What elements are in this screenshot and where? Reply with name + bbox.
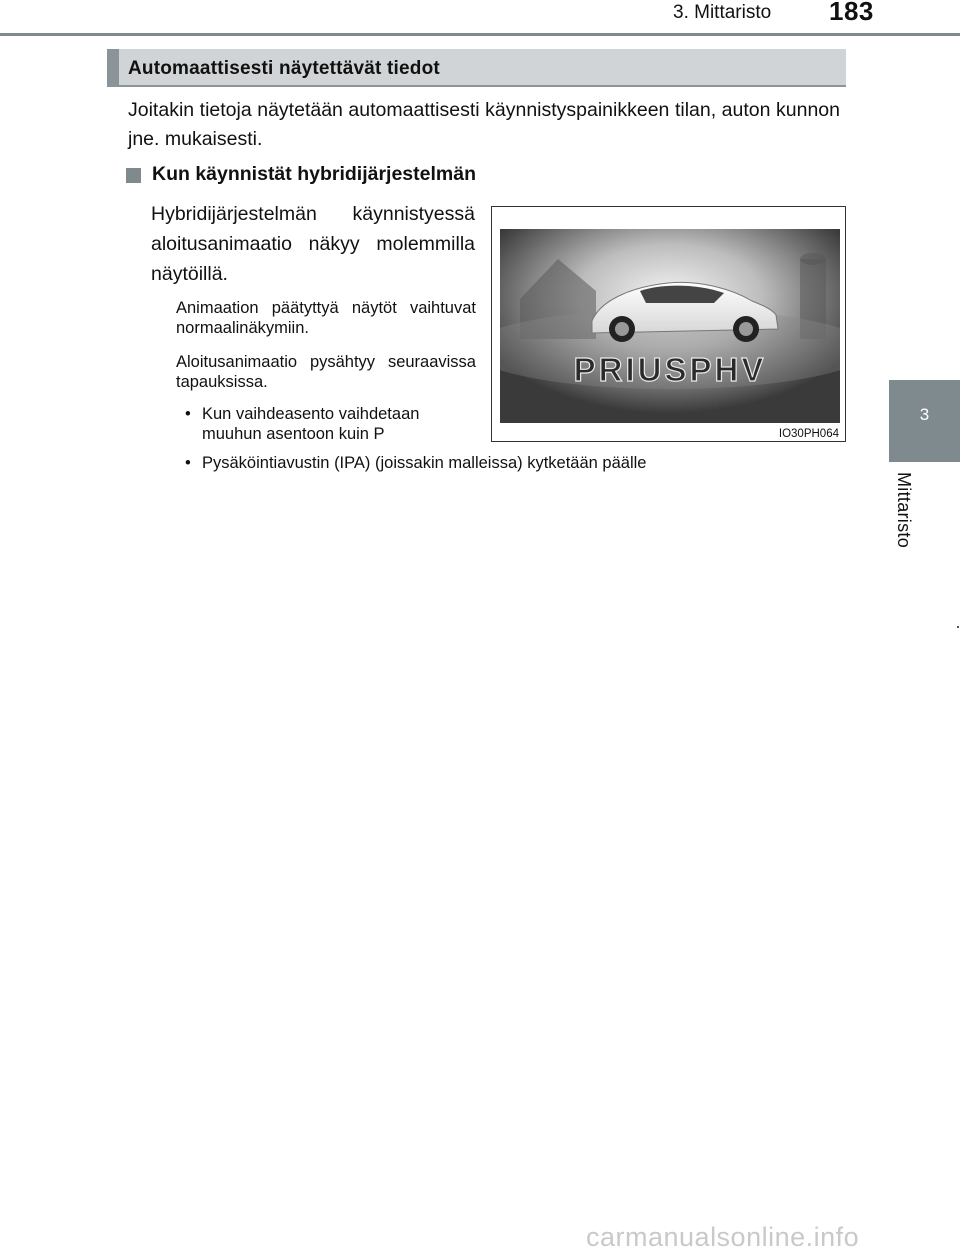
section-title-accent xyxy=(107,49,119,87)
bullet-text: Pysäköintiavustin (IPA) (joissakin malleissa) kytketään päälle xyxy=(202,454,647,472)
watermark: carmanualsonline.info xyxy=(586,1222,860,1252)
figure-frame xyxy=(491,206,846,442)
bullet-mark: • xyxy=(185,454,191,472)
section-title: Automaattisesti näytettävät tiedot xyxy=(128,58,440,79)
bullet-line: muuhun asentoon kuin P xyxy=(202,425,385,443)
note-paragraph: Animaation päätyttyä näytöt vaihtuvat normaalinäkymiin. xyxy=(176,299,476,337)
bullet-mark: • xyxy=(185,405,191,423)
prius-phv-logo: PRIUSPHV xyxy=(573,351,767,388)
note-paragraph: Aloitusanimaatio pysähtyy seuraavissa tapauksissa. xyxy=(176,353,476,391)
intro-paragraph: Joitakin tietoja näytetään automaattisesti käynnistyspainikkeen tilan, auton kunnon jne. mukaisesti. xyxy=(128,99,840,150)
chapter-tab xyxy=(889,380,960,462)
car-startup-animation-image xyxy=(500,229,840,423)
margin-dot xyxy=(957,626,959,628)
bullet-text xyxy=(202,404,419,444)
chapter-tab-number: 3 xyxy=(919,405,930,424)
main-paragraph: Hybridijärjestelmän käynnistyessä aloitusanimaatio näkyy molemmilla näytöillä. xyxy=(151,203,475,285)
subheading: Kun käynnistät hybridijärjestelmän xyxy=(152,163,477,185)
running-header-section: 3. Mittaristo xyxy=(673,2,772,23)
page-number: 183 xyxy=(829,0,874,26)
bullet-line: Kun vaihdeasento vaihdetaan xyxy=(202,405,420,423)
subheading-square-icon xyxy=(126,168,141,183)
chapter-tab-label: Mittaristo xyxy=(894,472,914,549)
figure-id: IO30PH064 xyxy=(778,428,839,440)
header-rule xyxy=(0,33,960,36)
